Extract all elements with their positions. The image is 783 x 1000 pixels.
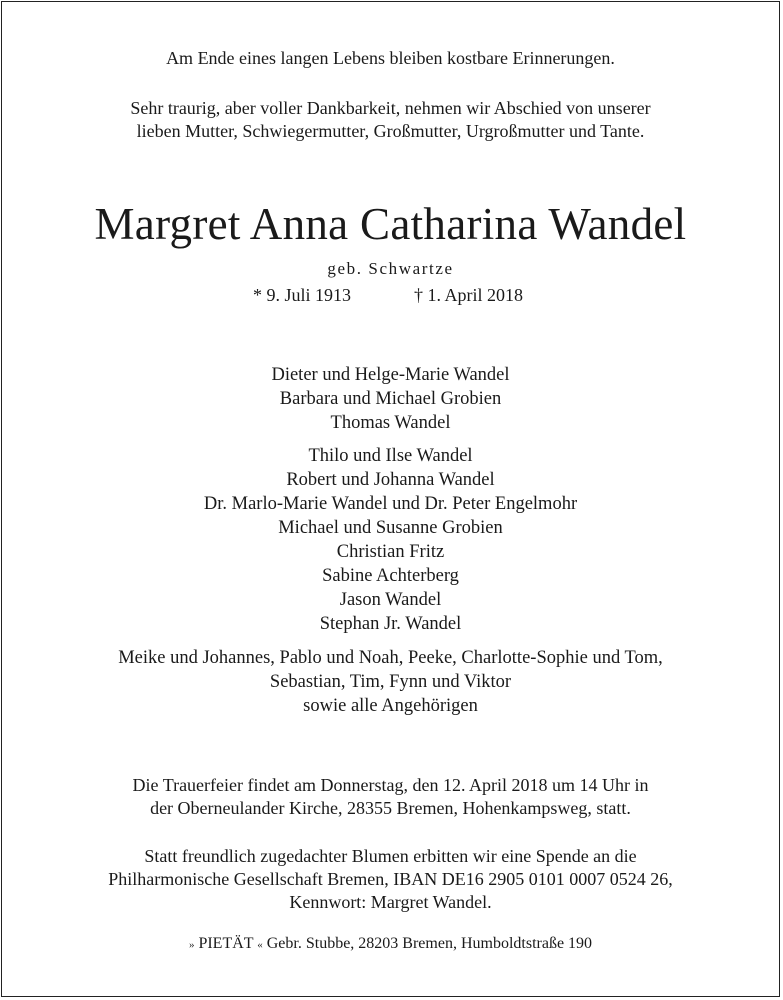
obituary-notice: [1, 1, 780, 997]
funeral-home-address: Gebr. Stubbe, 28203 Bremen, Humboldtstraße 190: [266, 935, 593, 952]
donation-info-line: Philharmonische Gesellschaft Bremen, IBAN DE16 2905 0101 0007 0524 26,: [108, 869, 673, 889]
donation-info-line: Statt freundlich zugedachter Blumen erbitten wir eine Spende an die: [144, 846, 637, 866]
mourner-line: Meike und Johannes, Pablo und Noah, Peeke, Charlotte-Sophie und Tom,: [118, 648, 663, 668]
mourner-line: Michael und Susanne Grobien: [278, 518, 503, 538]
mourner-line: Christian Fritz: [336, 542, 445, 562]
mourner-line: Jason Wandel: [339, 590, 442, 610]
mourner-line: sowie alle Angehörigen: [303, 696, 478, 716]
funeral-info-line: Die Trauerfeier findet am Donnerstag, den 12. April 2018 um 14 Uhr in: [132, 775, 649, 795]
mourner-line: Thomas Wandel: [330, 413, 451, 433]
quote-close: «: [257, 939, 263, 951]
intro-line-1: Sehr traurig, aber voller Dankbarkeit, nehmen wir Abschied von unserer: [130, 98, 651, 118]
quote-open: »: [188, 939, 195, 951]
mourner-line: Dr. Marlo-Marie Wandel und Dr. Peter Engelmohr: [203, 494, 578, 514]
funeral-info-line: der Oberneulander Kirche, 28355 Bremen, Hohenkampsweg, statt.: [150, 798, 631, 818]
mourner-line: Stephan Jr. Wandel: [319, 614, 462, 634]
motto: Am Ende eines langen Lebens bleiben kostbare Erinnerungen.: [166, 48, 615, 68]
mourner-line: Sabine Achterberg: [322, 566, 459, 586]
birth-date: * 9. Juli 1913: [252, 285, 351, 305]
mourner-line: Dieter und Helge-Marie Wandel: [271, 365, 510, 385]
mourner-line: Barbara und Michael Grobien: [279, 389, 502, 409]
donation-info-line: Kennwort: Margret Wandel.: [289, 892, 492, 912]
born-name: geb. Schwartze: [327, 259, 454, 278]
funeral-home-footer: [2, 935, 779, 953]
funeral-home-brand: PIETÄT: [198, 935, 254, 952]
intro-line-2: lieben Mutter, Schwiegermutter, Großmutter, Urgroßmutter und Tante.: [136, 121, 645, 141]
death-date: † 1. April 2018: [414, 285, 524, 305]
mourner-line: Sebastian, Tim, Fynn und Viktor: [269, 672, 512, 692]
mourner-line: Robert und Johanna Wandel: [286, 470, 495, 490]
deceased-name: Margret Anna Catharina Wandel: [94, 199, 687, 249]
mourner-line: Thilo und Ilse Wandel: [308, 446, 473, 466]
